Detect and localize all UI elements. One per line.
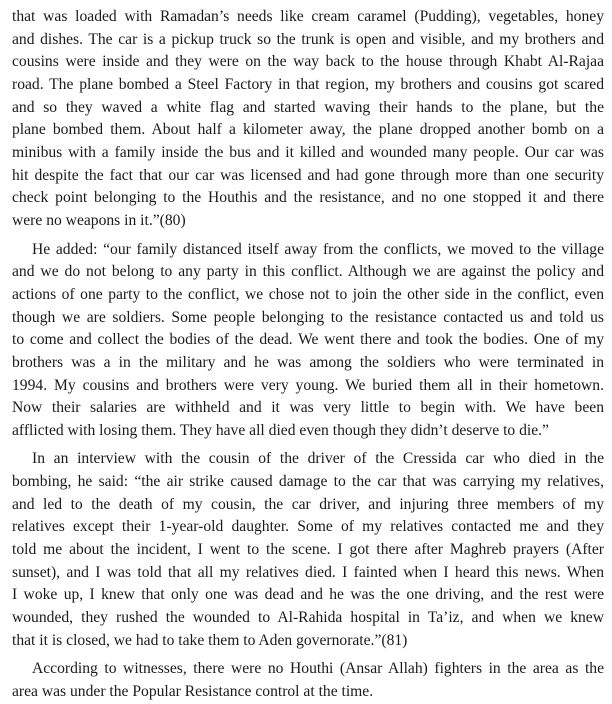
paragraph-p2 [12,239,604,443]
text-line: that was loaded with Ramadan’s needs like cream caramel (Pudding), vegetables, honey [12,8,604,25]
text-line: In an interview with the cousin of the driver of the Cressida car who died in the [32,450,604,468]
text-line: I woke up, I knew that only one was dead and he was the one driving, and the rest were [12,586,604,604]
text-line: and so they waved a white flag and started waving their hands to the plane, but the [12,98,604,116]
text-line: Now their salaries are withheld and it was very little to begin with. We have been [12,399,604,417]
text-line: According to witnesses, there were no Houthi (Ansar Allah) fighters in the area as the [32,660,604,678]
text-line: check point belonging to the Houthis and the resistance, and no one stopped it and there [12,189,604,207]
text-line: afflicted with losing them. They have all died even though they didn’t deserve to die.” [12,421,549,439]
text-line: and we do not belong to any party in this conflict. Although we are against the policy and [12,263,604,281]
paragraph-p4 [12,658,604,703]
text-line: cousins were inside and they were on the way back to the house through Khabt Al-Rajaa [12,53,604,71]
text-line: were no weapons in it.”(80) [12,211,186,229]
text-line: brothers was a in the military and he was among the soldiers who were terminated in [12,353,604,371]
text-line: told me about the incident, I went to the scene. I got there after Maghreb prayers (After [12,541,604,559]
paragraph-p1 [12,6,604,233]
text-line: bombing, he said: “the air strike caused damage to the car that was carrying my relatives, [12,473,604,491]
text-line: wounded, they rushed the wounded to Al-Rahida hospital in Ta’iz, and when we knew [12,609,604,627]
text-line: sunset), and I was told that all my relatives died. I fainted when I heard this news. When [12,563,604,581]
text-line: road. The plane bombed a Steel Factory in that region, my brothers and cousins got scared [12,75,604,93]
text-line: and led to the death of my cousin, the car driver, and injuring three members of my [12,495,604,513]
text-line: hit despite the fact that our car was licensed and had gone through more than one security [12,166,604,184]
text-line: plane bombed them. About half a kilometer away, the plane dropped another bomb on a [12,121,604,139]
text-line: area was under the Popular Resistance control at the time. [12,683,374,701]
paragraph-p3 [12,448,604,652]
text-line: though we are soldiers. Some people belonging to the resistance contacted us and told us [12,308,604,326]
text-line: actions of one party to the conflict, we chose not to join the other side in the conflict, even [12,285,604,303]
document-page [12,6,604,704]
text-line: to come and collect the bodies of the dead. We went there and took the bodies. One of my [12,331,604,349]
text-line: minibus with a family inside the bus and it killed and wounded many people. Our car was [12,143,604,161]
text-line: and dishes. The car is a pickup truck so the trunk is open and visible, and my brothers and [12,30,604,48]
text-line: He added: “our family distanced itself away from the conflicts, we moved to the village [32,240,604,258]
text-line: 1994. My cousins and brothers were very young. We buried them all in their hometown. [12,376,604,394]
text-line: that it is closed, we had to take them to Aden governorate.”(81) [12,631,408,649]
text-line: relatives except their 1-year-old daughter. Some of my relatives contacted me and they [12,518,604,536]
